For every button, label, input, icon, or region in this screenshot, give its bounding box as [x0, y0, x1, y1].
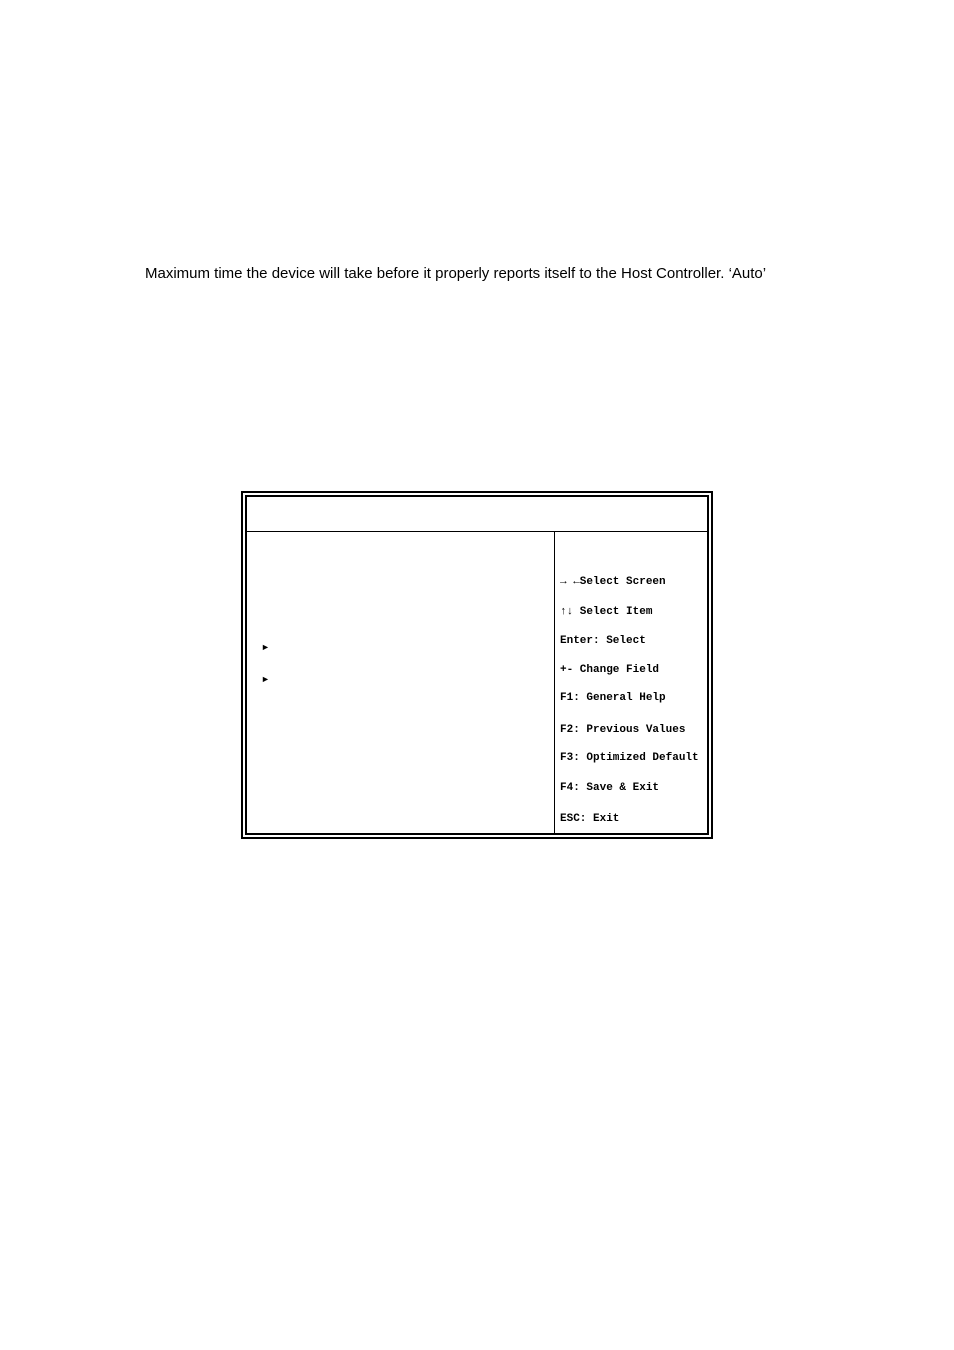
help-general-help: F1: General Help — [560, 692, 666, 704]
help-save-exit: F4: Save & Exit — [560, 782, 660, 794]
bios-setup-screen — [241, 491, 713, 839]
bios-panel-divider — [554, 532, 555, 833]
help-change-field: +- Change Field — [560, 664, 660, 676]
help-select-screen: → ←Select Screen — [560, 576, 666, 588]
submenu-arrow-icon[interactable]: ► — [261, 674, 270, 684]
bios-title-bar — [247, 497, 707, 532]
submenu-arrow-icon[interactable]: ► — [261, 642, 270, 652]
help-enter-select: Enter: Select — [560, 635, 646, 647]
help-select-item: ↑↓ Select Item — [560, 606, 653, 618]
bios-inner-frame — [245, 495, 709, 835]
help-esc-exit: ESC: Exit — [560, 813, 620, 825]
help-optimized-default: F3: Optimized Default — [560, 752, 699, 764]
help-previous-values: F2: Previous Values — [560, 724, 686, 736]
description-text: Maximum time the device will take before it properly reports itself to the Host Controller. ‘Auto’ — [145, 265, 767, 282]
